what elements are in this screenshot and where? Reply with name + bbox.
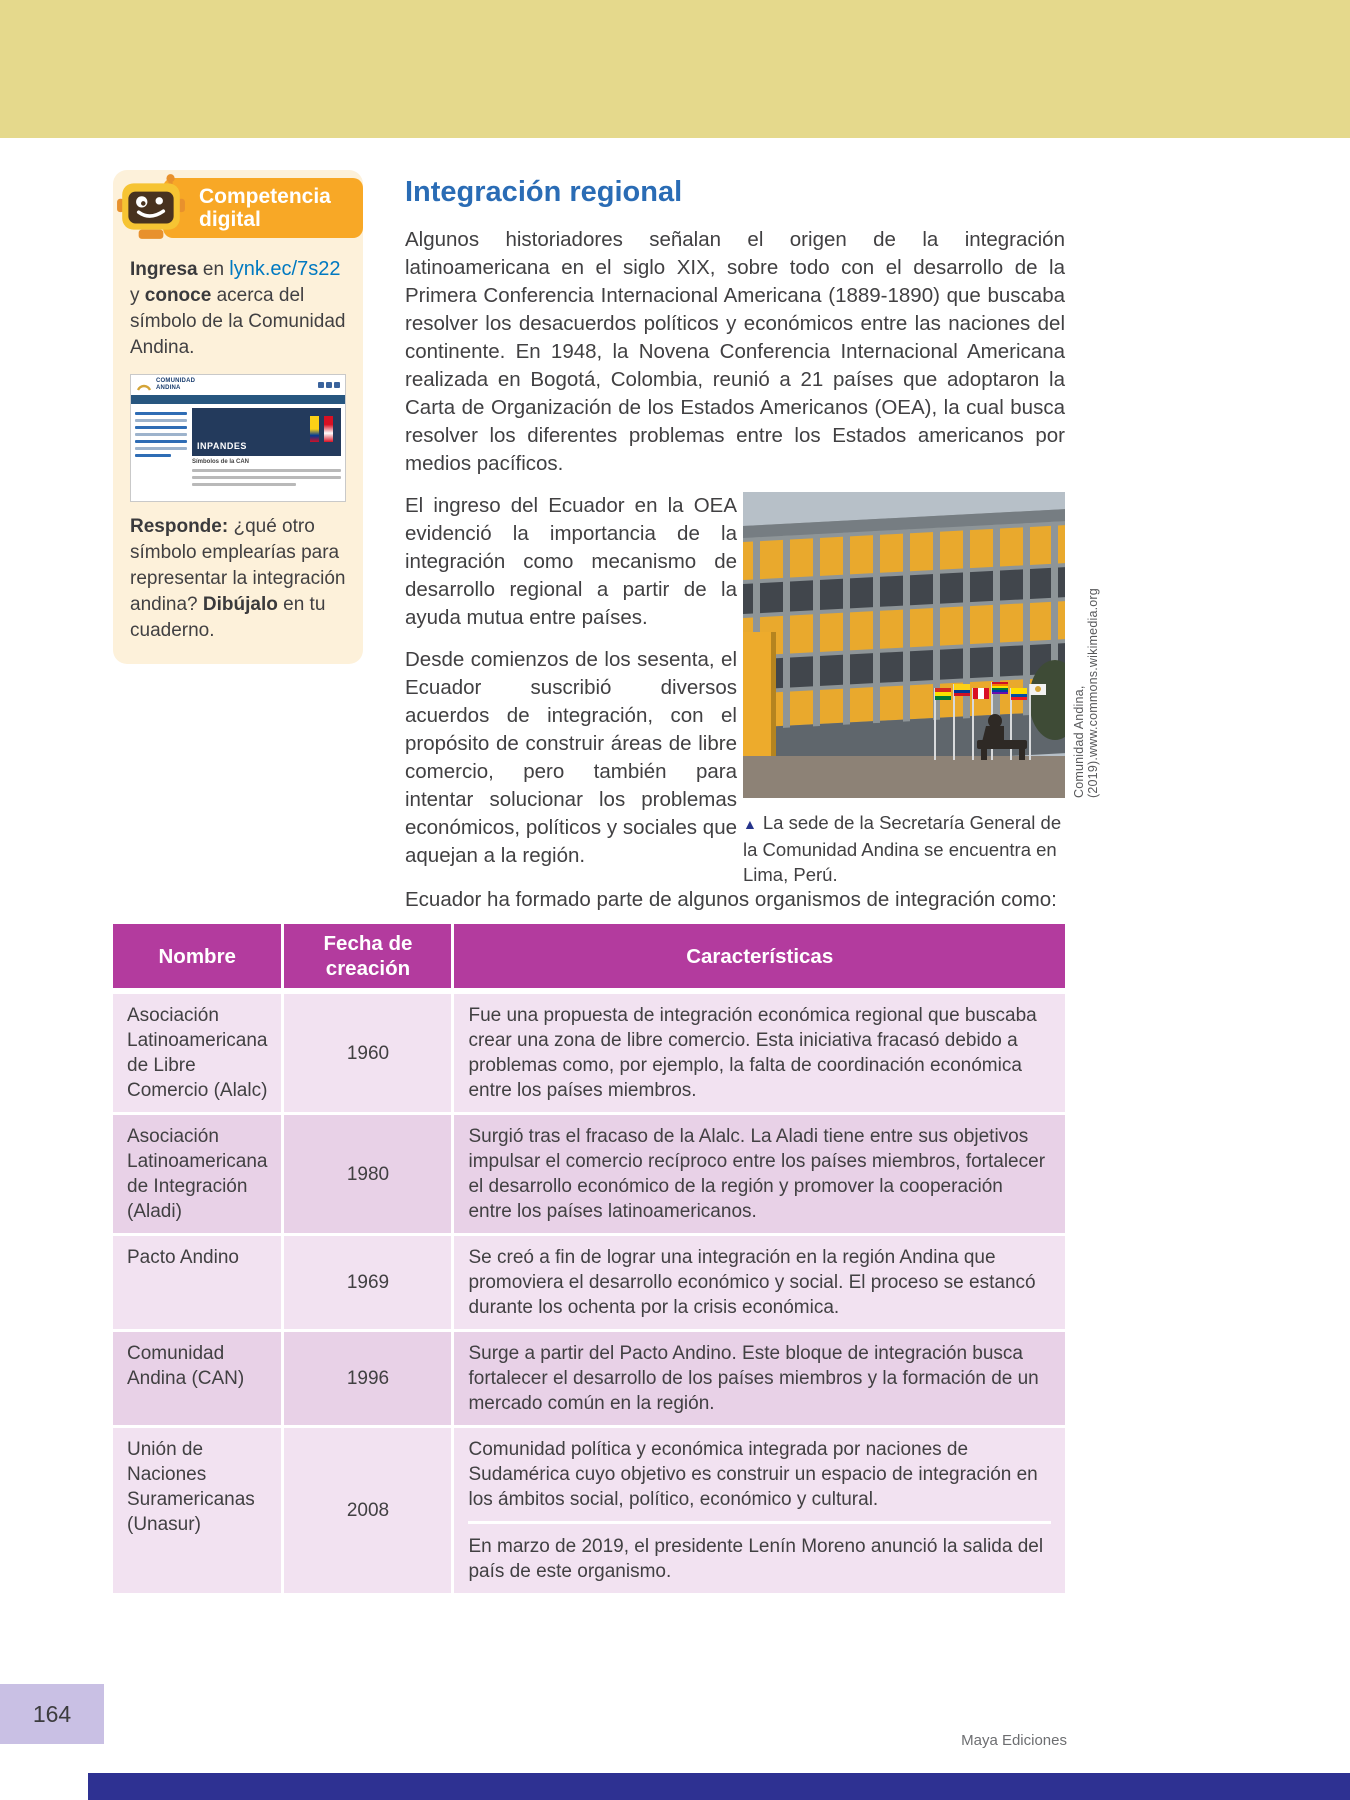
table-row-aladi — [113, 1112, 1065, 1233]
bold-ingresa: Ingresa — [130, 259, 198, 280]
cell-nombre: Comunidad Andina (CAN) — [113, 1329, 281, 1425]
paragraph-oea: El ingreso del Ecuador en la OEA evidenció la importancia de la integración como mecanismo de desarrollo regional a partir de la ayuda mutua entre países. — [405, 494, 737, 629]
sidebar-instructions — [130, 256, 346, 361]
page-number: 164 — [32, 1700, 72, 1727]
page-number-badge — [0, 1684, 104, 1744]
website-content — [192, 408, 341, 490]
can-headquarters-photo — [743, 492, 1065, 798]
carac-paragraph: En marzo de 2019, el presidente Lenín Moreno anunció la salida del país de este organismo. — [468, 1521, 1051, 1584]
bold-responde: Responde: — [130, 516, 229, 537]
sidebar-question — [130, 514, 346, 644]
text-run: ¿qué otro símbolo emplearías para representar la integración andina? — [130, 516, 346, 615]
text-run: y — [130, 285, 145, 306]
cell-fecha: 1996 — [281, 1329, 451, 1425]
carac-paragraph: Surge a partir del Pacto Andino. Este bloque de integración busca fortalecer el desarrollo de los países miembros y la formación de un mercado común en la región. — [468, 1343, 1039, 1414]
cell-caracteristicas — [451, 1233, 1065, 1329]
website-navbar — [131, 395, 345, 404]
table-lead-sentence: Ecuador ha formado parte de algunos organismos de integración como: — [405, 888, 1057, 911]
text-run: acerca del símbolo de la Comunidad Andina. — [130, 285, 346, 358]
cell-nombre: Unión de Naciones Suramericanas (Unasur) — [113, 1425, 281, 1593]
publisher-label: Maya Ediciones — [961, 1732, 1067, 1749]
text-run: en — [197, 259, 230, 280]
cell-fecha: 1980 — [281, 1112, 451, 1233]
bold-dibujalo: Dibújalo — [202, 594, 278, 615]
carac-paragraph: Se creó a fin de lograr una integración en la región Andina que promoviera el desarrollo económico y social. El proceso se estancó durante los ochenta por la crisis económica. — [468, 1247, 1036, 1318]
can-website-screenshot — [130, 374, 346, 502]
cell-caracteristicas — [451, 1329, 1065, 1425]
carac-paragraph: Fue una propuesta de integración económica regional que buscaba crear una zona de libre comercio. Esta iniciativa fracasó debido a problemas como, por ejemplo, la falta de coordinación económica entre los países miembros. — [468, 1005, 1037, 1101]
table-row-can — [113, 1329, 1065, 1425]
lynk-link[interactable]: lynk.ec/7s22 — [229, 258, 341, 280]
caption-text: La sede de la Secretaría General de la Comunidad Andina se encuentra en Lima, Perú. — [743, 812, 1062, 885]
text-run: en tu cuaderno. — [130, 594, 326, 641]
header-fecha: Fecha de creación — [281, 924, 451, 991]
footer-bar — [88, 1773, 1350, 1800]
competencia-digital-header — [163, 178, 363, 238]
top-band — [0, 0, 1350, 138]
carac-paragraph: Comunidad política y económica integrada por naciones de Sudamérica cuyo objetivo es construir un espacio de integración en los ámbitos social, político, económico y cultural. — [468, 1439, 1038, 1510]
cell-nombre: Pacto Andino — [113, 1233, 281, 1329]
cell-nombre: Asociación Latinoamericana de Libre Comercio (Alalc) — [113, 991, 281, 1112]
photo-credit: Comunidad Andina, (2019).www.commons.wikimedia.org — [1072, 588, 1100, 798]
header-caracteristicas: Características — [451, 924, 1065, 991]
website-sidebar-links — [135, 408, 187, 490]
caption-triangle-icon: ▲ — [743, 816, 757, 832]
photo-caption — [743, 810, 1065, 887]
cell-fecha: 1960 — [281, 991, 451, 1112]
website-body — [131, 404, 345, 494]
cell-caracteristicas — [451, 991, 1065, 1112]
body-text-column — [405, 492, 737, 870]
bold-conoce: conoce — [144, 285, 212, 306]
robot-mascot-icon — [115, 170, 187, 242]
cell-fecha: 2008 — [281, 1425, 451, 1593]
can-logo-icon — [136, 379, 152, 392]
intro-paragraph: Algunos historiadores señalan el origen de la integración latinoamericana en el siglo XIX, sobre todo con el desarrollo de la Primera Conferencia Internacional Americana (1889-1890) que buscaba resolver los desacuerdos políticos y económicos entre las naciones del continente. En 1948, la Novena Conferencia Internacional Americana realizada en Bogotá, Colombia, reunió a 21 países que adoptaron la Carta de Organización de los Estados Americanos (OEA), la cual busca resolver los diferentes problemas entre los Estados americanos por medios pacíficos. — [405, 228, 1065, 475]
panel-header — [113, 170, 363, 244]
website-heading: Símbolos de la CAN — [192, 459, 250, 465]
paragraph-acuerdos: Desde comienzos de los sesenta, el Ecuador suscribió diversos acuerdos de integración, con el propósito de construir áreas de libre comercio, pero también para intentar solucionar los problemas económicos, políticos y sociales que aquejan a la región. — [405, 648, 737, 867]
website-header — [131, 375, 345, 395]
integration-organisms-table — [113, 924, 1065, 1593]
table-row-pacto-andino — [113, 1233, 1065, 1329]
banner-title: INPANDES — [197, 441, 247, 451]
cell-caracteristicas — [451, 1425, 1065, 1593]
page-title: Integración regional — [405, 176, 683, 208]
cell-fecha: 1969 — [281, 1233, 451, 1329]
table-row-unasur — [113, 1425, 1065, 1593]
table-row-alalc — [113, 991, 1065, 1112]
competencia-digital-panel — [113, 170, 363, 664]
table-header-row — [113, 924, 1065, 991]
website-banner-image — [192, 408, 341, 456]
flag-graphic — [324, 416, 333, 442]
flag-graphic — [310, 416, 319, 442]
panel-title: Competencia digital — [199, 185, 331, 231]
cell-nombre: Asociación Latinoamericana de Integración (Aladi) — [113, 1112, 281, 1233]
cell-caracteristicas — [451, 1112, 1065, 1233]
header-nombre: Nombre — [113, 924, 281, 991]
website-brand: COMUNIDAD ANDINA — [156, 378, 196, 391]
social-icons — [318, 382, 340, 388]
carac-paragraph: Surgió tras el fracaso de la Alalc. La Aladi tiene entre sus objetivos impulsar el comercio recíproco entre los países miembros, fortalecer el desarrollo económico de la región y promover la cooperación entre los países latinoamericanos. — [468, 1126, 1046, 1222]
